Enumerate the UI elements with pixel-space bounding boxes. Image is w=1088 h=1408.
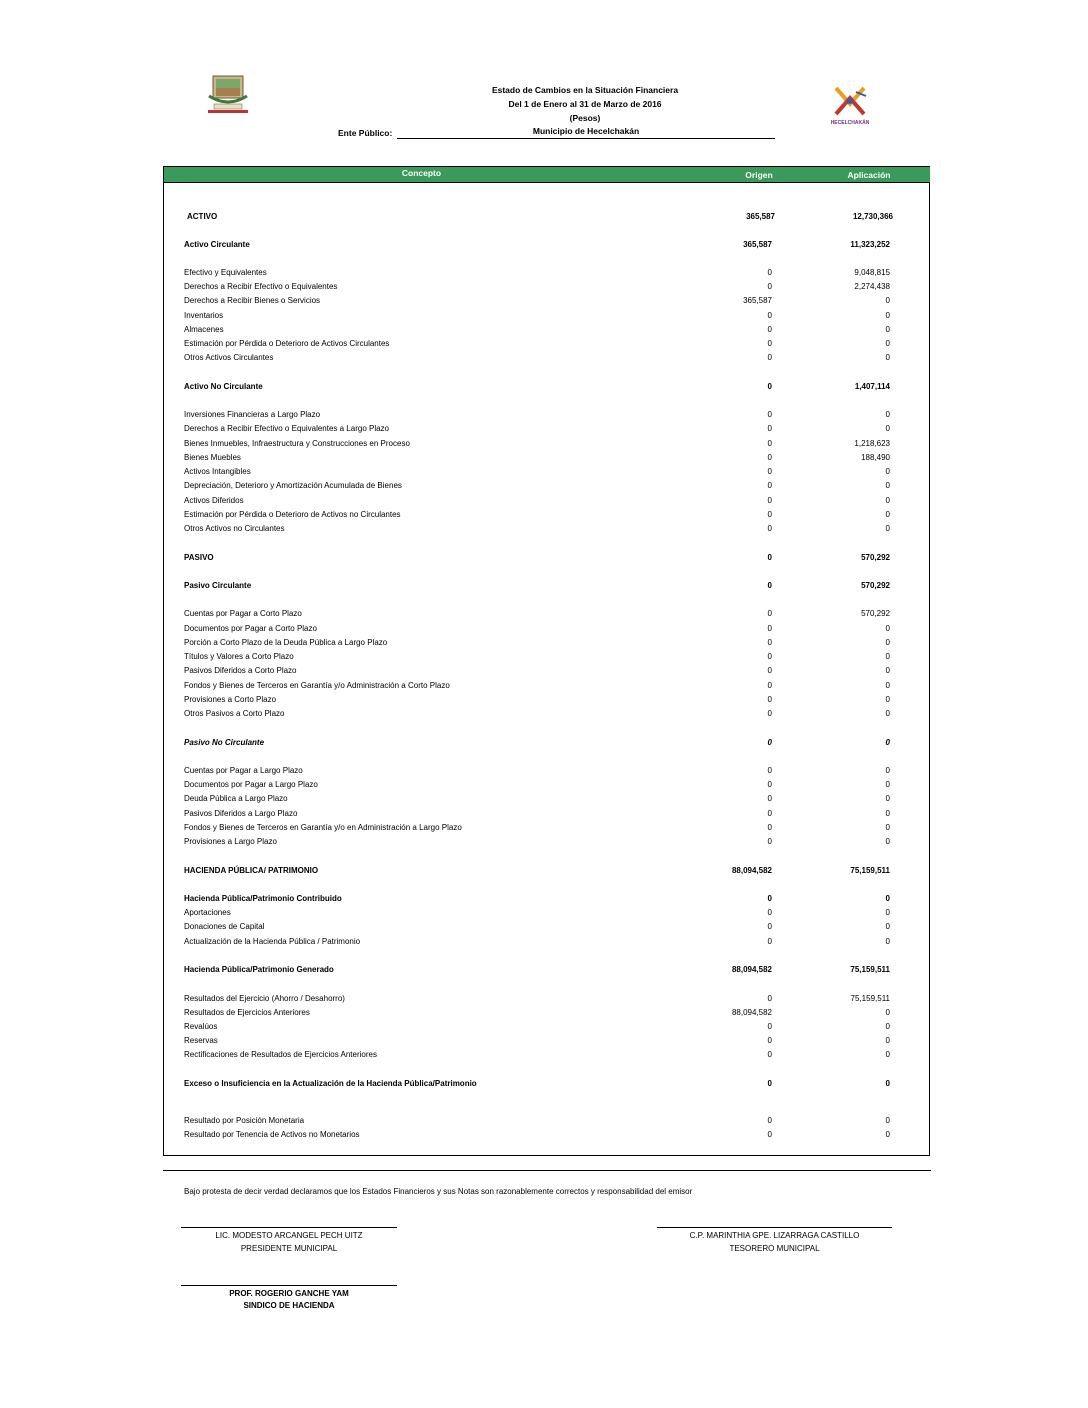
row-concepto: Títulos y Valores a Corto Plazo xyxy=(184,652,294,661)
row-aplicacion: 0 xyxy=(885,666,890,675)
table-row xyxy=(184,1130,890,1142)
row-aplicacion: 0 xyxy=(885,481,890,490)
row-origen: 0 xyxy=(767,1036,772,1045)
row-concepto: Derechos a Recibir Bienes o Servicios xyxy=(184,296,321,305)
row-concepto: Pasivo Circulante xyxy=(184,581,252,590)
row-origen: 0 xyxy=(767,766,772,775)
row-origen: 0 xyxy=(767,382,772,391)
row-aplicacion: 0 xyxy=(885,922,890,931)
row-concepto: Resultado por Tenencia de Activos no Monetarios xyxy=(184,1130,360,1139)
row-origen: 0 xyxy=(767,1130,772,1139)
row-origen: 0 xyxy=(767,922,772,931)
row-origen: 0 xyxy=(767,780,772,789)
table-row xyxy=(184,965,890,977)
row-origen: 0 xyxy=(767,481,772,490)
ente-value: Municipio de Hecelchakán xyxy=(397,126,775,139)
table-row xyxy=(184,496,890,508)
row-aplicacion: 0 xyxy=(885,837,890,846)
row-concepto: Provisiones a Largo Plazo xyxy=(184,837,277,846)
row-aplicacion: 0 xyxy=(885,794,890,803)
report-units: (Pesos) xyxy=(569,113,601,123)
row-origen: 0 xyxy=(767,581,772,590)
table-row xyxy=(184,666,890,678)
row-aplicacion: 75,159,511 xyxy=(850,866,890,875)
row-aplicacion: 0 xyxy=(885,496,890,505)
row-origen: 365,587 xyxy=(743,296,772,305)
row-origen: 0 xyxy=(767,453,772,462)
header-origen: Origen xyxy=(745,170,773,180)
row-concepto: Activo Circulante xyxy=(184,240,250,249)
row-aplicacion: 0 xyxy=(885,638,890,647)
row-concepto: Efectivo y Equivalentes xyxy=(184,268,267,277)
row-origen: 0 xyxy=(767,823,772,832)
row-concepto: Cuentas por Pagar a Largo Plazo xyxy=(184,766,303,775)
row-origen: 0 xyxy=(767,666,772,675)
table-row xyxy=(184,481,890,493)
table-bottom-rule-short xyxy=(183,1170,396,1171)
row-origen: 0 xyxy=(767,681,772,690)
row-concepto: Pasivos Diferidos a Corto Plazo xyxy=(184,666,297,675)
row-aplicacion: 0 xyxy=(885,709,890,718)
row-concepto: Fondos y Bienes de Terceros en Garantía y/o Administración a Corto Plazo xyxy=(184,681,450,690)
row-aplicacion: 0 xyxy=(885,766,890,775)
table-row xyxy=(184,311,890,323)
table-row xyxy=(184,866,890,878)
row-origen: 0 xyxy=(767,809,772,818)
row-aplicacion: 0 xyxy=(885,1036,890,1045)
table-row xyxy=(184,382,890,394)
logo-right-text: HECELCHAKÁN xyxy=(830,120,870,126)
table-row xyxy=(184,709,890,721)
table-row xyxy=(184,510,890,522)
table-row xyxy=(184,424,890,436)
row-aplicacion: 0 xyxy=(885,1116,890,1125)
row-aplicacion: 0 xyxy=(885,624,890,633)
table-row xyxy=(184,766,890,778)
row-aplicacion: 0 xyxy=(885,908,890,917)
row-aplicacion: 570,292 xyxy=(861,581,890,590)
row-concepto: Estimación por Pérdida o Deterioro de Activos Circulantes xyxy=(184,339,390,348)
row-aplicacion: 1,218,623 xyxy=(854,439,890,448)
table-row xyxy=(184,240,890,252)
row-aplicacion: 11,323,252 xyxy=(850,240,890,249)
row-concepto: Rectificaciones de Resultados de Ejercicios Anteriores xyxy=(184,1050,377,1059)
row-concepto: Resultados de Ejercicios Anteriores xyxy=(184,1008,310,1017)
table-row xyxy=(184,609,890,621)
row-concepto: Bienes Muebles xyxy=(184,453,241,462)
row-aplicacion: 12,730,366 xyxy=(852,212,893,221)
row-aplicacion: 570,292 xyxy=(861,553,890,562)
row-aplicacion: 0 xyxy=(885,937,890,946)
signature-2-name: C.P. MARINTHIA GPE. LIZARRAGA CASTILLO xyxy=(689,1231,860,1240)
signature-2-title: TESORERO MUNICIPAL xyxy=(729,1244,820,1253)
table-row xyxy=(184,1022,890,1034)
row-concepto: Exceso o Insuficiencia en la Actualización de la Hacienda Pública/Patrimonio xyxy=(184,1079,477,1088)
row-aplicacion: 0 xyxy=(885,823,890,832)
table-row xyxy=(184,937,890,949)
table-row xyxy=(187,212,893,224)
table-row xyxy=(184,823,890,835)
row-origen: 0 xyxy=(767,410,772,419)
table-row xyxy=(184,738,890,750)
row-aplicacion: 75,159,511 xyxy=(850,965,890,974)
row-aplicacion: 0 xyxy=(885,424,890,433)
row-origen: 365,587 xyxy=(746,212,775,221)
row-origen: 0 xyxy=(767,424,772,433)
row-concepto: Aportaciones xyxy=(184,908,231,917)
table-row xyxy=(184,652,890,664)
table-row xyxy=(184,624,890,636)
table-row xyxy=(184,339,890,351)
row-origen: 0 xyxy=(767,908,772,917)
row-concepto: Resultados del Ejercicio (Ahorro / Desahorro) xyxy=(184,994,345,1003)
row-concepto: Donaciones de Capital xyxy=(184,922,265,931)
row-origen: 365,587 xyxy=(743,240,772,249)
table-row xyxy=(184,994,890,1006)
row-concepto: Inventarios xyxy=(184,311,224,320)
table-row xyxy=(184,524,890,536)
row-origen: 0 xyxy=(767,339,772,348)
table-row xyxy=(184,681,890,693)
report-period: Del 1 de Enero al 31 de Marzo de 2016 xyxy=(508,99,662,109)
row-concepto: Almacenes xyxy=(184,325,224,334)
row-concepto: Activo No Circulante xyxy=(184,382,263,391)
row-origen: 0 xyxy=(767,325,772,334)
row-origen: 0 xyxy=(767,524,772,533)
row-concepto: Activos Intangibles xyxy=(184,467,251,476)
row-origen: 0 xyxy=(767,709,772,718)
row-aplicacion: 0 xyxy=(885,325,890,334)
table-row xyxy=(184,894,890,906)
row-origen: 0 xyxy=(767,837,772,846)
signature-3-name: PROF. ROGERIO GANCHE YAM xyxy=(229,1289,349,1298)
table-row xyxy=(184,296,890,308)
table-row xyxy=(184,1079,890,1091)
row-origen: 0 xyxy=(767,638,772,647)
signature-1-name: LIC. MODESTO ARCANGEL PECH UITZ xyxy=(215,1231,363,1240)
signature-line-3 xyxy=(181,1285,397,1286)
row-aplicacion: 0 xyxy=(885,652,890,661)
row-aplicacion: 0 xyxy=(885,681,890,690)
table-row xyxy=(184,1036,890,1048)
signature-3-title: SINDICO DE HACIENDA xyxy=(243,1301,335,1310)
row-origen: 0 xyxy=(767,553,772,562)
row-concepto: Hacienda Pública/Patrimonio Contribuido xyxy=(184,894,342,903)
row-concepto: Pasivo No Circulante xyxy=(184,738,265,747)
row-aplicacion: 0 xyxy=(885,809,890,818)
header-aplicacion: Aplicación xyxy=(847,170,891,180)
ente-label: Ente Público: xyxy=(338,128,393,138)
row-aplicacion: 0 xyxy=(885,410,890,419)
table-row xyxy=(184,268,890,280)
table-row xyxy=(184,467,890,479)
row-aplicacion: 0 xyxy=(885,1022,890,1031)
row-concepto: Otros Pasivos a Corto Plazo xyxy=(184,709,285,718)
row-concepto: Derechos a Recibir Efectivo o Equivalentes a Largo Plazo xyxy=(184,424,389,433)
row-aplicacion: 0 xyxy=(885,1008,890,1017)
row-concepto: Resultado por Posición Monetaria xyxy=(184,1116,305,1125)
row-origen: 0 xyxy=(767,1050,772,1059)
row-aplicacion: 570,292 xyxy=(861,609,890,618)
row-concepto: Actualización de la Hacienda Pública / Patrimonio xyxy=(184,937,361,946)
row-aplicacion: 0 xyxy=(885,695,890,704)
row-aplicacion: 9,048,815 xyxy=(854,268,890,277)
table-row xyxy=(184,922,890,934)
disclaimer-text: Bajo protesta de decir verdad declaramos que los Estados Financieros y sus Notas son razonablemente correctos y responsabilidad del emisor xyxy=(184,1187,693,1196)
table-row xyxy=(184,439,890,451)
row-concepto: ACTIVO xyxy=(187,212,218,221)
table-row xyxy=(184,780,890,792)
row-aplicacion: 0 xyxy=(885,1050,890,1059)
table-row xyxy=(184,353,890,365)
table-row xyxy=(184,325,890,337)
row-origen: 0 xyxy=(767,1022,772,1031)
row-concepto: Otros Activos no Circulantes xyxy=(184,524,285,533)
row-aplicacion: 0 xyxy=(885,311,890,320)
signature-line-1 xyxy=(181,1227,397,1228)
row-aplicacion: 0 xyxy=(885,1130,890,1139)
table-row xyxy=(184,809,890,821)
table-row xyxy=(184,1050,890,1062)
row-origen: 0 xyxy=(767,624,772,633)
row-concepto: Fondos y Bienes de Terceros en Garantía y/o en Administración a Largo Plazo xyxy=(184,823,462,832)
row-origen: 0 xyxy=(767,268,772,277)
row-concepto: Reservas xyxy=(184,1036,218,1045)
report-title: Estado de Cambios en la Situación Financiera xyxy=(491,85,679,95)
row-concepto: Depreciación, Deterioro y Amortización Acumulada de Bienes xyxy=(184,481,402,490)
row-concepto: Pasivos Diferidos a Largo Plazo xyxy=(184,809,298,818)
row-aplicacion: 1,407,114 xyxy=(854,382,890,391)
row-aplicacion: 2,274,438 xyxy=(854,282,890,291)
signature-line-2 xyxy=(657,1227,892,1228)
row-concepto: PASIVO xyxy=(184,553,214,562)
row-origen: 88,094,582 xyxy=(731,965,772,974)
row-origen: 0 xyxy=(767,311,772,320)
table-row xyxy=(184,453,890,465)
row-aplicacion: 75,159,511 xyxy=(850,994,890,1003)
row-origen: 0 xyxy=(767,894,772,903)
row-concepto: Hacienda Pública/Patrimonio Generado xyxy=(184,965,334,974)
row-origen: 88,094,582 xyxy=(731,1008,772,1017)
table-row xyxy=(184,1008,890,1020)
row-origen: 0 xyxy=(767,439,772,448)
signature-1-title: PRESIDENTE MUNICIPAL xyxy=(240,1244,338,1253)
table-row xyxy=(184,282,890,294)
row-origen: 0 xyxy=(767,1116,772,1125)
row-aplicacion: 0 xyxy=(885,510,890,519)
row-concepto: Inversiones Financieras a Largo Plazo xyxy=(184,410,321,419)
row-origen: 0 xyxy=(767,738,772,747)
table-row xyxy=(184,553,890,565)
row-aplicacion: 0 xyxy=(885,353,890,362)
row-origen: 0 xyxy=(767,496,772,505)
table-row xyxy=(184,1116,890,1128)
table-row xyxy=(184,410,890,422)
row-origen: 0 xyxy=(767,937,772,946)
row-concepto: HACIENDA PÚBLICA/ PATRIMONIO xyxy=(184,866,319,875)
table-header xyxy=(164,167,930,183)
row-concepto: Provisiones a Corto Plazo xyxy=(184,695,277,704)
row-origen: 0 xyxy=(767,994,772,1003)
row-origen: 0 xyxy=(767,467,772,476)
hecelchakan-logo xyxy=(826,86,874,126)
table-row xyxy=(184,581,890,593)
row-concepto: Porción a Corto Plazo de la Deuda Pública a Largo Plazo xyxy=(184,638,388,647)
table-row xyxy=(184,695,890,707)
row-aplicacion: 0 xyxy=(885,524,890,533)
row-origen: 88,094,582 xyxy=(731,866,772,875)
row-aplicacion: 188,490 xyxy=(861,453,890,462)
table-row xyxy=(184,638,890,650)
row-concepto: Derechos a Recibir Efectivo o Equivalentes xyxy=(184,282,338,291)
table-row xyxy=(184,908,890,920)
row-aplicacion: 0 xyxy=(885,894,890,903)
row-origen: 0 xyxy=(767,609,772,618)
row-aplicacion: 0 xyxy=(885,467,890,476)
header-concepto: Concepto xyxy=(401,168,442,178)
row-concepto: Activos Diferidos xyxy=(184,496,244,505)
row-origen: 0 xyxy=(767,282,772,291)
row-origen: 0 xyxy=(767,794,772,803)
row-concepto: Deuda Pública a Largo Plazo xyxy=(184,794,288,803)
municipal-seal-logo xyxy=(205,74,251,114)
row-concepto: Bienes Inmuebles, Infraestructura y Construcciones en Proceso xyxy=(184,439,410,448)
row-concepto: Cuentas por Pagar a Corto Plazo xyxy=(184,609,302,618)
row-aplicacion: 0 xyxy=(885,780,890,789)
row-aplicacion: 0 xyxy=(885,738,890,747)
row-concepto: Otros Activos Circulantes xyxy=(184,353,274,362)
row-concepto: Documentos por Pagar a Corto Plazo xyxy=(184,624,317,633)
row-concepto: Estimación por Pérdida o Deterioro de Activos no Circulantes xyxy=(184,510,401,519)
row-aplicacion: 0 xyxy=(885,296,890,305)
row-concepto: Revalúos xyxy=(184,1022,218,1031)
row-origen: 0 xyxy=(767,652,772,661)
row-origen: 0 xyxy=(767,510,772,519)
row-origen: 0 xyxy=(767,353,772,362)
table-row xyxy=(184,794,890,806)
row-concepto: Documentos por Pagar a Largo Plazo xyxy=(184,780,318,789)
row-origen: 0 xyxy=(767,1079,772,1088)
row-aplicacion: 0 xyxy=(885,339,890,348)
row-aplicacion: 0 xyxy=(885,1079,890,1088)
table-row xyxy=(184,837,890,849)
row-origen: 0 xyxy=(767,695,772,704)
